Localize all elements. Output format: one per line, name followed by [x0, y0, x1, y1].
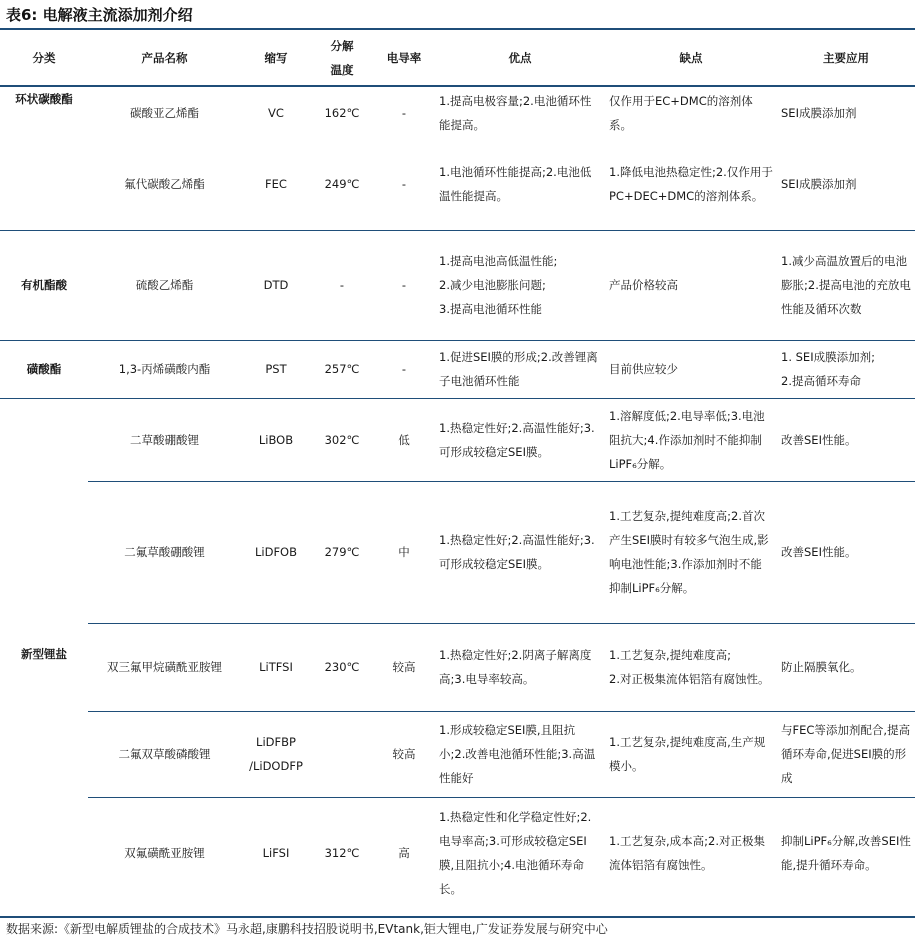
app-cell: 防止隔膜氧化。: [777, 623, 915, 711]
cons-cell: 1.工艺复杂,提纯难度高;2.首次产生SEI膜时有较多气泡生成,影响电池性能;3.作添加剂时不能抑制LiPF₆分解。: [605, 481, 777, 623]
conductivity-cell: -: [373, 230, 435, 340]
table-row: [0, 138, 915, 230]
abbr-cell: LiDFBP /LiDODFP: [241, 711, 311, 797]
conductivity-cell: 较高: [373, 711, 435, 797]
table-row: [0, 623, 915, 711]
product-cell: 双三氟甲烷磺酰亚胺锂: [88, 623, 241, 711]
pros-cell: 1.热稳定性好;2.阴离子解离度高;3.电导率较高。: [435, 623, 605, 711]
header-category: 分类: [0, 31, 88, 86]
header-cons: 缺点: [605, 31, 777, 86]
abbr-cell: DTD: [241, 230, 311, 340]
product-cell: 1,3-丙烯磺酸内酯: [88, 340, 241, 398]
abbr-cell: LiTFSI: [241, 623, 311, 711]
category-cell: 环状碳酸酯: [15, 92, 73, 106]
product-cell: 二氟双草酸磷酸锂: [88, 711, 241, 797]
header-conductivity: 电导率: [373, 31, 435, 86]
decomp-cell: [311, 711, 373, 797]
category-cell: 有机酯酸: [0, 230, 88, 340]
table-row: [0, 711, 915, 797]
table-row: [0, 481, 915, 623]
abbr-cell: LiBOB: [241, 398, 311, 481]
abbr-cell: VC: [268, 105, 284, 120]
decomp-cell: 312℃: [311, 797, 373, 909]
app-cell: SEI成膜添加剂: [781, 105, 857, 120]
cons-cell: 仅作用于EC+DMC的溶剂体系。: [609, 93, 753, 132]
decomp-cell: 279℃: [311, 481, 373, 623]
conductivity-cell: -: [373, 340, 435, 398]
decomp-cell: 162℃: [324, 105, 360, 120]
app-cell: 抑制LiPF₆分解,改善SEI性能,提升循环寿命。: [777, 797, 915, 909]
cons-cell: 1.工艺复杂,提纯难度高,生产规模小。: [605, 711, 777, 797]
cons-cell: 1.降低电池热稳定性;2.仅作用于PC+DEC+DMC的溶剂体系。: [609, 164, 773, 203]
table-row: [0, 340, 915, 398]
app-cell: 改善SEI性能。: [777, 398, 915, 481]
table-row: [0, 797, 915, 909]
pros-cell: 1.热稳定性和化学稳定性好;2.电导率高;3.可形成较稳定SEI膜,且阻抗小;4.电池循环寿命长。: [435, 797, 605, 909]
product-cell: 二氟草酸硼酸锂: [88, 481, 241, 623]
app-cell: 改善SEI性能。: [777, 481, 915, 623]
header-decomp: 分解 温度: [311, 31, 373, 86]
pros-cell: 1.形成较稳定SEI膜,且阻抗小;2.改善电池循环性能;3.高温性能好: [435, 711, 605, 797]
app-cell: 与FEC等添加剂配合,提高循环寿命,促进SEI膜的形成: [777, 711, 915, 797]
pros-cell: 1.热稳定性好;2.高温性能好;3.可形成较稳定SEI膜。: [435, 398, 605, 481]
conductivity-cell: 中: [373, 481, 435, 623]
abbr-cell: LiFSI: [241, 797, 311, 909]
app-cell: SEI成膜添加剂: [781, 176, 857, 191]
decomp-cell: 302℃: [311, 398, 373, 481]
header-row: [0, 31, 915, 86]
app-cell: 1.减少高温放置后的电池膨胀;2.提高电池的充放电性能及循环次数: [777, 230, 915, 340]
app-cell: 1. SEI成膜添加剂; 2.提高循环寿命: [777, 340, 915, 398]
bottom-divider: [0, 916, 915, 918]
category-cell: 磺酸酯: [0, 340, 88, 398]
product-cell: 硫酸乙烯酯: [88, 230, 241, 340]
pros-cell: 1.热稳定性好;2.高温性能好;3.可形成较稳定SEI膜。: [435, 481, 605, 623]
abbr-cell: PST: [241, 340, 311, 398]
conductivity-cell: -: [401, 176, 407, 191]
header-product: 产品名称: [88, 31, 241, 86]
additive-table: [0, 31, 915, 909]
header-abbr: 缩写: [241, 31, 311, 86]
abbr-cell: LiDFOB: [241, 481, 311, 623]
abbr-cell: FEC: [265, 176, 287, 191]
cons-cell: 产品价格较高: [605, 230, 777, 340]
product-cell: 氟代碳酸乙烯酯: [124, 176, 205, 191]
category-cell: 新型锂盐: [0, 398, 88, 909]
pros-cell: 1.促进SEI膜的形成;2.改善锂离子电池循环性能: [435, 340, 605, 398]
product-cell: 二草酸硼酸锂: [88, 398, 241, 481]
conductivity-cell: -: [401, 105, 407, 120]
decomp-cell: 230℃: [311, 623, 373, 711]
source-note: 数据来源:《新型电解质锂盐的合成技术》马永超,康鹏科技招股说明书,EVtank,钜大锂电,广发证券发展与研究中心: [6, 922, 608, 936]
pros-cell: 1.提高电极容量;2.电池循环性能提高。: [439, 93, 592, 132]
table-row: [0, 398, 915, 481]
table-row: [0, 230, 915, 340]
cons-cell: 1.工艺复杂,成本高;2.对正极集流体铝箔有腐蚀性。: [605, 797, 777, 909]
product-cell: 双氟磺酰亚胺锂: [88, 797, 241, 909]
pros-cell: 1.电池循环性能提高;2.电池低温性能提高。: [439, 164, 592, 203]
conductivity-cell: 高: [373, 797, 435, 909]
title-divider: [0, 28, 915, 30]
cons-cell: 1.溶解度低;2.电导率低;3.电池阻抗大;4.作添加剂时不能抑制LiPF₆分解。: [605, 398, 777, 481]
table-row: [0, 86, 915, 138]
header-pros: 优点: [435, 31, 605, 86]
cons-cell: 目前供应较少: [605, 340, 777, 398]
pros-cell: 1.提高电池高低温性能; 2.减少电池膨胀问题; 3.提高电池循环性能: [435, 230, 605, 340]
header-app: 主要应用: [777, 31, 915, 86]
conductivity-cell: 较高: [373, 623, 435, 711]
decomp-cell: 257℃: [311, 340, 373, 398]
decomp-cell: -: [311, 230, 373, 340]
cons-cell: 1.工艺复杂,提纯难度高; 2.对正极集流体铝箔有腐蚀性。: [605, 623, 777, 711]
table-title: 表6: 电解液主流添加剂介绍: [6, 6, 193, 24]
product-cell: 碳酸亚乙烯酯: [130, 105, 199, 120]
decomp-cell: 249℃: [324, 176, 360, 191]
conductivity-cell: 低: [373, 398, 435, 481]
